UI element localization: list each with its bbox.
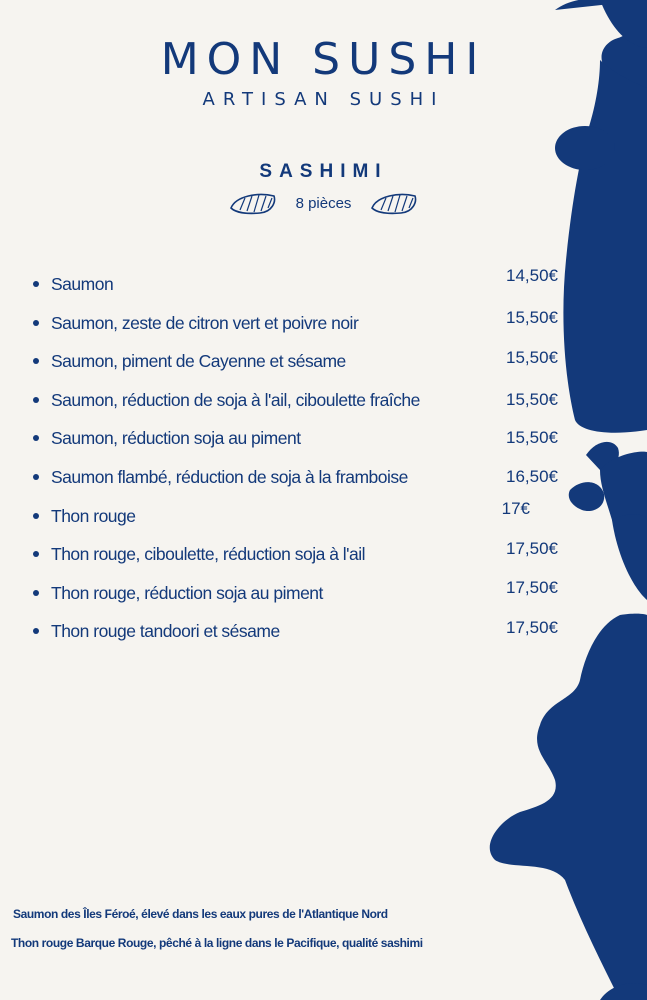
item-name: Thon rouge — [51, 505, 136, 526]
item-price: 15,50€ — [506, 348, 558, 368]
item-name: Saumon, réduction de soja à l'ail, ciboulette fraîche — [51, 389, 420, 410]
bullet — [33, 358, 39, 364]
menu-item — [30, 537, 560, 576]
item-price: 15,50€ — [506, 307, 558, 327]
salmon-origin-note: Saumon des Îles Féroé, élevé dans les eaux pures de l'Atlantique Nord — [13, 907, 388, 921]
pieces-count: 8 pièces — [295, 194, 352, 212]
menu-item — [30, 614, 560, 653]
item-price: 14,50€ — [506, 266, 558, 285]
restaurant-title: MON SUSHI — [160, 34, 487, 85]
bullet — [33, 513, 39, 519]
bullet — [33, 551, 39, 557]
menu-item — [30, 576, 560, 615]
bullet — [33, 628, 39, 634]
menu-item — [30, 499, 560, 538]
bullet — [33, 281, 39, 287]
sashimi-icon — [369, 190, 419, 216]
menu-item — [30, 267, 560, 306]
item-price: 16,50€ — [506, 466, 558, 486]
item-name: Saumon, zeste de citron vert et poivre noir — [51, 312, 359, 333]
menu-item — [30, 383, 560, 422]
item-price: 17,50€ — [506, 539, 558, 559]
item-name: Saumon, réduction soja au piment — [51, 428, 301, 449]
bullet — [33, 474, 39, 480]
item-price: 17,50€ — [506, 577, 558, 597]
item-name: Saumon — [51, 274, 114, 294]
section-title: SASHIMI — [259, 161, 388, 182]
item-name: Thon rouge, ciboulette, réduction soja à l'ail — [51, 544, 366, 565]
menu-item — [30, 344, 560, 383]
bullet — [33, 590, 39, 596]
bullet — [33, 320, 39, 326]
sashimi-icon — [228, 190, 278, 216]
restaurant-subtitle: ARTISAN SUSHI — [202, 89, 445, 110]
item-name: Thon rouge tandoori et sésame — [51, 621, 280, 642]
pieces-row — [0, 190, 647, 216]
tuna-origin-note: Thon rouge Barque Rouge, pêché à la ligne dans le Pacifique, qualité sashimi — [11, 936, 423, 950]
menu-item — [30, 421, 560, 460]
item-name: Saumon flambé, réduction de soja à la framboise — [51, 466, 408, 487]
sashimi-menu — [30, 267, 560, 653]
item-price: 17€ — [501, 498, 530, 518]
item-price: 17,50€ — [506, 618, 558, 638]
item-price: 15,50€ — [506, 428, 558, 448]
bullet — [33, 397, 39, 403]
item-name: Saumon, piment de Cayenne et sésame — [51, 351, 346, 372]
item-name: Thon rouge, réduction soja au piment — [51, 582, 323, 603]
bullet — [33, 435, 39, 441]
menu-item — [30, 306, 560, 345]
item-price: 15,50€ — [506, 389, 558, 409]
menu-item — [30, 460, 560, 499]
